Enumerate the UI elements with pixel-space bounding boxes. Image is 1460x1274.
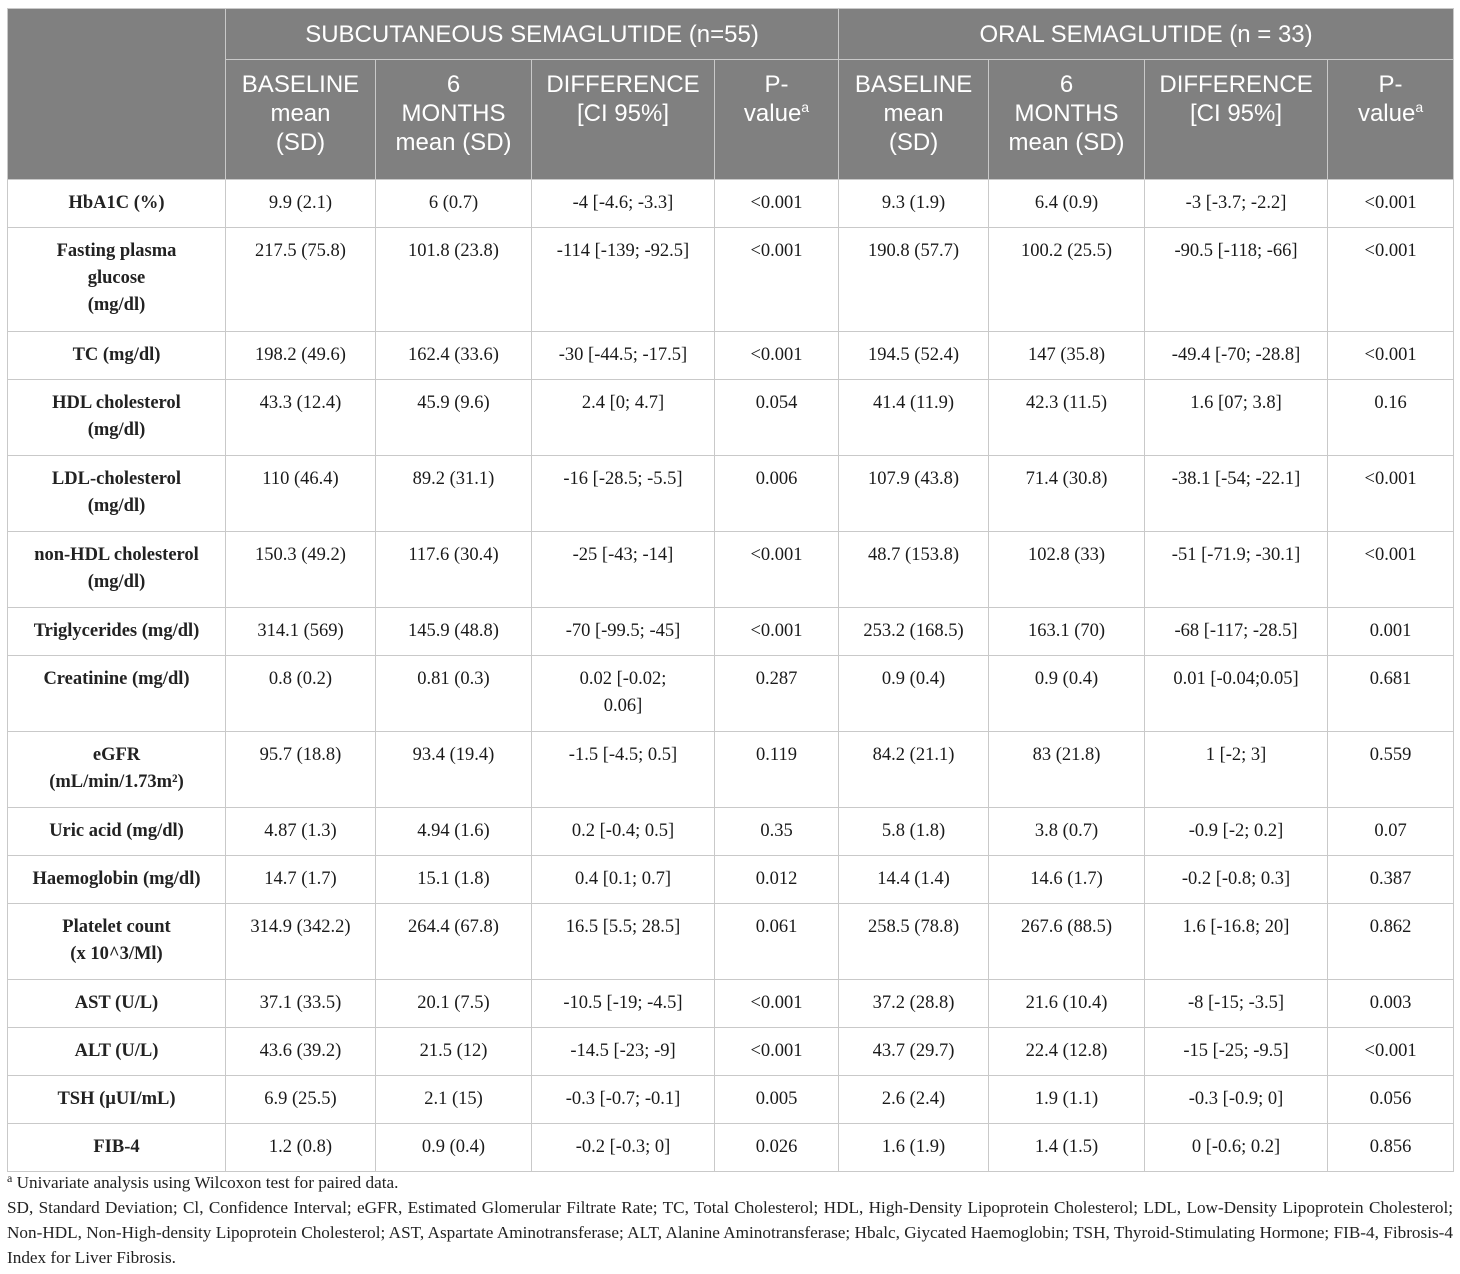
table-cell: 0.16	[1328, 380, 1454, 456]
table-cell: 0.119	[715, 732, 839, 808]
table-cell: -15 [-25; -9.5]	[1145, 1028, 1328, 1076]
table-cell: 102.8 (33)	[989, 532, 1145, 608]
table-cell: 16.5 [5.5; 28.5]	[532, 904, 715, 980]
table-cell: 42.3 (11.5)	[989, 380, 1145, 456]
table-cell: 314.9 (342.2)	[226, 904, 376, 980]
table-cell: -25 [-43; -14]	[532, 532, 715, 608]
table-cell: 0.9 (0.4)	[376, 1124, 532, 1172]
table-row	[8, 1124, 1454, 1172]
table-body	[8, 180, 1454, 1172]
col-header-6-months: 6 MONTHS mean (SD)	[376, 60, 532, 180]
table-cell: 43.6 (39.2)	[226, 1028, 376, 1076]
table-cell: <0.001	[1328, 1028, 1454, 1076]
group-header-oral: ORAL SEMAGLUTIDE (n = 33)	[839, 9, 1454, 60]
table-cell: -68 [-117; -28.5]	[1145, 608, 1328, 656]
table-cell: 0.4 [0.1; 0.7]	[532, 856, 715, 904]
table-cell: 43.3 (12.4)	[226, 380, 376, 456]
table-cell: -51 [-71.9; -30.1]	[1145, 532, 1328, 608]
row-label: Triglycerides (mg/dl)	[8, 608, 226, 656]
table-cell: 0.001	[1328, 608, 1454, 656]
table-cell: 2.1 (15)	[376, 1076, 532, 1124]
table-cell: 14.4 (1.4)	[839, 856, 989, 904]
table-cell: 0.287	[715, 656, 839, 732]
table-cell: 253.2 (168.5)	[839, 608, 989, 656]
table-cell: <0.001	[715, 332, 839, 380]
row-label: Haemoglobin (mg/dl)	[8, 856, 226, 904]
table-cell: 0.81 (0.3)	[376, 656, 532, 732]
table-cell: -10.5 [-19; -4.5]	[532, 980, 715, 1028]
table-row	[8, 228, 1454, 332]
table-cell: 89.2 (31.1)	[376, 456, 532, 532]
table-cell: <0.001	[1328, 228, 1454, 332]
table-cell: 95.7 (18.8)	[226, 732, 376, 808]
table-cell: 150.3 (49.2)	[226, 532, 376, 608]
table-cell: -14.5 [-23; -9]	[532, 1028, 715, 1076]
table-cell: 0.856	[1328, 1124, 1454, 1172]
table-cell: 0.012	[715, 856, 839, 904]
table-cell: 1.9 (1.1)	[989, 1076, 1145, 1124]
row-label: AST (U/L)	[8, 980, 226, 1028]
table-cell: 93.4 (19.4)	[376, 732, 532, 808]
col-header-baseline: BASELINE mean (SD)	[226, 60, 376, 180]
table-cell: <0.001	[715, 1028, 839, 1076]
table-cell: 0.003	[1328, 980, 1454, 1028]
table-cell: 45.9 (9.6)	[376, 380, 532, 456]
table-cell: 37.1 (33.5)	[226, 980, 376, 1028]
table-cell: 145.9 (48.8)	[376, 608, 532, 656]
row-label: HbA1C (%)	[8, 180, 226, 228]
row-label: non-HDL cholesterol (mg/dl)	[8, 532, 226, 608]
table-cell: 2.4 [0; 4.7]	[532, 380, 715, 456]
footnote-a	[7, 1170, 1453, 1195]
table-cell: <0.001	[1328, 180, 1454, 228]
col-header-difference: DIFFERENCE [CI 95%]	[1145, 60, 1328, 180]
table-row	[8, 180, 1454, 228]
table-cell: 6.4 (0.9)	[989, 180, 1145, 228]
results-table	[7, 8, 1454, 1172]
table-cell: -16 [-28.5; -5.5]	[532, 456, 715, 532]
table-cell: 0.01 [-0.04;0.05]	[1145, 656, 1328, 732]
table-cell: 14.6 (1.7)	[989, 856, 1145, 904]
table-cell: -0.3 [-0.7; -0.1]	[532, 1076, 715, 1124]
table-cell: -4 [-4.6; -3.3]	[532, 180, 715, 228]
table-cell: 0 [-0.6; 0.2]	[1145, 1124, 1328, 1172]
table-cell: 101.8 (23.8)	[376, 228, 532, 332]
table-cell: 1.6 (1.9)	[839, 1124, 989, 1172]
table-cell: -3 [-3.7; -2.2]	[1145, 180, 1328, 228]
table-cell: 110 (46.4)	[226, 456, 376, 532]
table-row	[8, 380, 1454, 456]
table-cell: 2.6 (2.4)	[839, 1076, 989, 1124]
table-cell: -30 [-44.5; -17.5]	[532, 332, 715, 380]
row-label: Platelet count (x 10^3/Ml)	[8, 904, 226, 980]
table-cell: 0.9 (0.4)	[839, 656, 989, 732]
row-label: HDL cholesterol (mg/dl)	[8, 380, 226, 456]
table-cell: <0.001	[715, 532, 839, 608]
col-header-p-value: P- value$^a$	[1328, 60, 1454, 180]
table-cell: 194.5 (52.4)	[839, 332, 989, 380]
row-label: Creatinine (mg/dl)	[8, 656, 226, 732]
col-header-baseline: BASELINE mean (SD)	[839, 60, 989, 180]
row-label: ALT (U/L)	[8, 1028, 226, 1076]
table-cell: -70 [-99.5; -45]	[532, 608, 715, 656]
table-cell: 267.6 (88.5)	[989, 904, 1145, 980]
table-row	[8, 1028, 1454, 1076]
table-cell: 0.026	[715, 1124, 839, 1172]
group-header-subcutaneous: SUBCUTANEOUS SEMAGLUTIDE (n=55)	[226, 9, 839, 60]
table-cell: 264.4 (67.8)	[376, 904, 532, 980]
col-header-6-months: 6 MONTHS mean (SD)	[989, 60, 1145, 180]
table-cell: -0.2 [-0.3; 0]	[532, 1124, 715, 1172]
table-cell: 4.94 (1.6)	[376, 808, 532, 856]
table-cell: 48.7 (153.8)	[839, 532, 989, 608]
table-row	[8, 456, 1454, 532]
table-cell: 217.5 (75.8)	[226, 228, 376, 332]
table-cell: 6 (0.7)	[376, 180, 532, 228]
table-row	[8, 608, 1454, 656]
table-cell: 163.1 (70)	[989, 608, 1145, 656]
table-cell: 0.9 (0.4)	[989, 656, 1145, 732]
table-row	[8, 980, 1454, 1028]
table-cell: 0.006	[715, 456, 839, 532]
table-row	[8, 532, 1454, 608]
table-cell: <0.001	[715, 980, 839, 1028]
table-row	[8, 856, 1454, 904]
table-cell: 198.2 (49.6)	[226, 332, 376, 380]
table-cell: 314.1 (569)	[226, 608, 376, 656]
table-cell: 162.4 (33.6)	[376, 332, 532, 380]
table-cell: 100.2 (25.5)	[989, 228, 1145, 332]
table-cell: 0.054	[715, 380, 839, 456]
table-cell: -114 [-139; -92.5]	[532, 228, 715, 332]
table-cell: 1 [-2; 3]	[1145, 732, 1328, 808]
table-cell: 107.9 (43.8)	[839, 456, 989, 532]
table-cell: <0.001	[715, 608, 839, 656]
table-footnotes	[7, 1170, 1453, 1270]
table-cell: 0.2 [-0.4; 0.5]	[532, 808, 715, 856]
row-label: eGFR (mL/min/1.73m²)	[8, 732, 226, 808]
table-row	[8, 808, 1454, 856]
row-label: Fasting plasma glucose (mg/dl)	[8, 228, 226, 332]
table-cell: 0.35	[715, 808, 839, 856]
row-label: TC (mg/dl)	[8, 332, 226, 380]
table-cell: 0.681	[1328, 656, 1454, 732]
table-cell: -1.5 [-4.5; 0.5]	[532, 732, 715, 808]
table-row	[8, 332, 1454, 380]
table-cell: 9.9 (2.1)	[226, 180, 376, 228]
table-cell: 1.4 (1.5)	[989, 1124, 1145, 1172]
table-cell: -8 [-15; -3.5]	[1145, 980, 1328, 1028]
results-table-container	[7, 8, 1453, 1172]
table-cell: 9.3 (1.9)	[839, 180, 989, 228]
row-label: TSH (µUI/mL)	[8, 1076, 226, 1124]
table-cell: 83 (21.8)	[989, 732, 1145, 808]
table-cell: 190.8 (57.7)	[839, 228, 989, 332]
table-cell: 0.02 [-0.02; 0.06]	[532, 656, 715, 732]
table-cell: 0.056	[1328, 1076, 1454, 1124]
table-cell: 1.6 [07; 3.8]	[1145, 380, 1328, 456]
table-cell: <0.001	[1328, 456, 1454, 532]
table-row	[8, 904, 1454, 980]
table-cell: 0.387	[1328, 856, 1454, 904]
abbreviations-note: SD, Standard Deviation; Cl, Confidence Interval; eGFR, Estimated Glomerular Filtrate Rate; TC, Total Cholesterol; HDL, High-Density Lipoprotein Cholesterol; LDL, Low-Density Lipoprotein Cholesterol; Non-HDL, Non-High-density Lipoprotein Cholesterol; AST, Aspartate Aminotransferase; ALT, Alanine Aminotransferase; Hbalc, Giycated Haemoglobin; TSH, Thyroid-Stimulating Hormone; FIB-4, Fibrosis-4 Index for Liver Fibrosis.	[7, 1198, 1453, 1267]
table-cell: 22.4 (12.8)	[989, 1028, 1145, 1076]
row-label: FIB-4	[8, 1124, 226, 1172]
table-cell: -90.5 [-118; -66]	[1145, 228, 1328, 332]
col-header-p-value: P- value$^a$	[715, 60, 839, 180]
table-cell: 15.1 (1.8)	[376, 856, 532, 904]
table-cell: 0.8 (0.2)	[226, 656, 376, 732]
table-cell: 84.2 (21.1)	[839, 732, 989, 808]
table-cell: 1.2 (0.8)	[226, 1124, 376, 1172]
table-cell: 0.005	[715, 1076, 839, 1124]
table-cell: 147 (35.8)	[989, 332, 1145, 380]
row-label: Uric acid (mg/dl)	[8, 808, 226, 856]
table-cell: 5.8 (1.8)	[839, 808, 989, 856]
table-cell: 258.5 (78.8)	[839, 904, 989, 980]
table-cell: 0.559	[1328, 732, 1454, 808]
table-cell: 0.061	[715, 904, 839, 980]
table-cell: 14.7 (1.7)	[226, 856, 376, 904]
table-cell: 6.9 (25.5)	[226, 1076, 376, 1124]
table-row	[8, 1076, 1454, 1124]
table-cell: 21.5 (12)	[376, 1028, 532, 1076]
table-cell: 0.862	[1328, 904, 1454, 980]
table-cell: -38.1 [-54; -22.1]	[1145, 456, 1328, 532]
table-cell: 1.6 [-16.8; 20]	[1145, 904, 1328, 980]
table-cell: 43.7 (29.7)	[839, 1028, 989, 1076]
row-label: LDL-cholesterol (mg/dl)	[8, 456, 226, 532]
table-cell: -0.3 [-0.9; 0]	[1145, 1076, 1328, 1124]
table-cell: -0.2 [-0.8; 0.3]	[1145, 856, 1328, 904]
table-cell: 20.1 (7.5)	[376, 980, 532, 1028]
table-cell: <0.001	[715, 180, 839, 228]
footnote-marker: a	[7, 1171, 13, 1185]
table-cell: 37.2 (28.8)	[839, 980, 989, 1028]
table-cell: 0.07	[1328, 808, 1454, 856]
table-cell: 4.87 (1.3)	[226, 808, 376, 856]
table-cell: <0.001	[1328, 532, 1454, 608]
corner-header	[8, 9, 226, 180]
table-row	[8, 656, 1454, 732]
table-cell: -49.4 [-70; -28.8]	[1145, 332, 1328, 380]
table-cell: <0.001	[1328, 332, 1454, 380]
table-row	[8, 732, 1454, 808]
col-header-difference: DIFFERENCE [CI 95%]	[532, 60, 715, 180]
table-cell: 3.8 (0.7)	[989, 808, 1145, 856]
table-cell: <0.001	[715, 228, 839, 332]
table-cell: 41.4 (11.9)	[839, 380, 989, 456]
footnote-a-text: Univariate analysis using Wilcoxon test for paired data.	[12, 1173, 399, 1192]
table-cell: 71.4 (30.8)	[989, 456, 1145, 532]
table-cell: -0.9 [-2; 0.2]	[1145, 808, 1328, 856]
table-cell: 21.6 (10.4)	[989, 980, 1145, 1028]
table-cell: 117.6 (30.4)	[376, 532, 532, 608]
